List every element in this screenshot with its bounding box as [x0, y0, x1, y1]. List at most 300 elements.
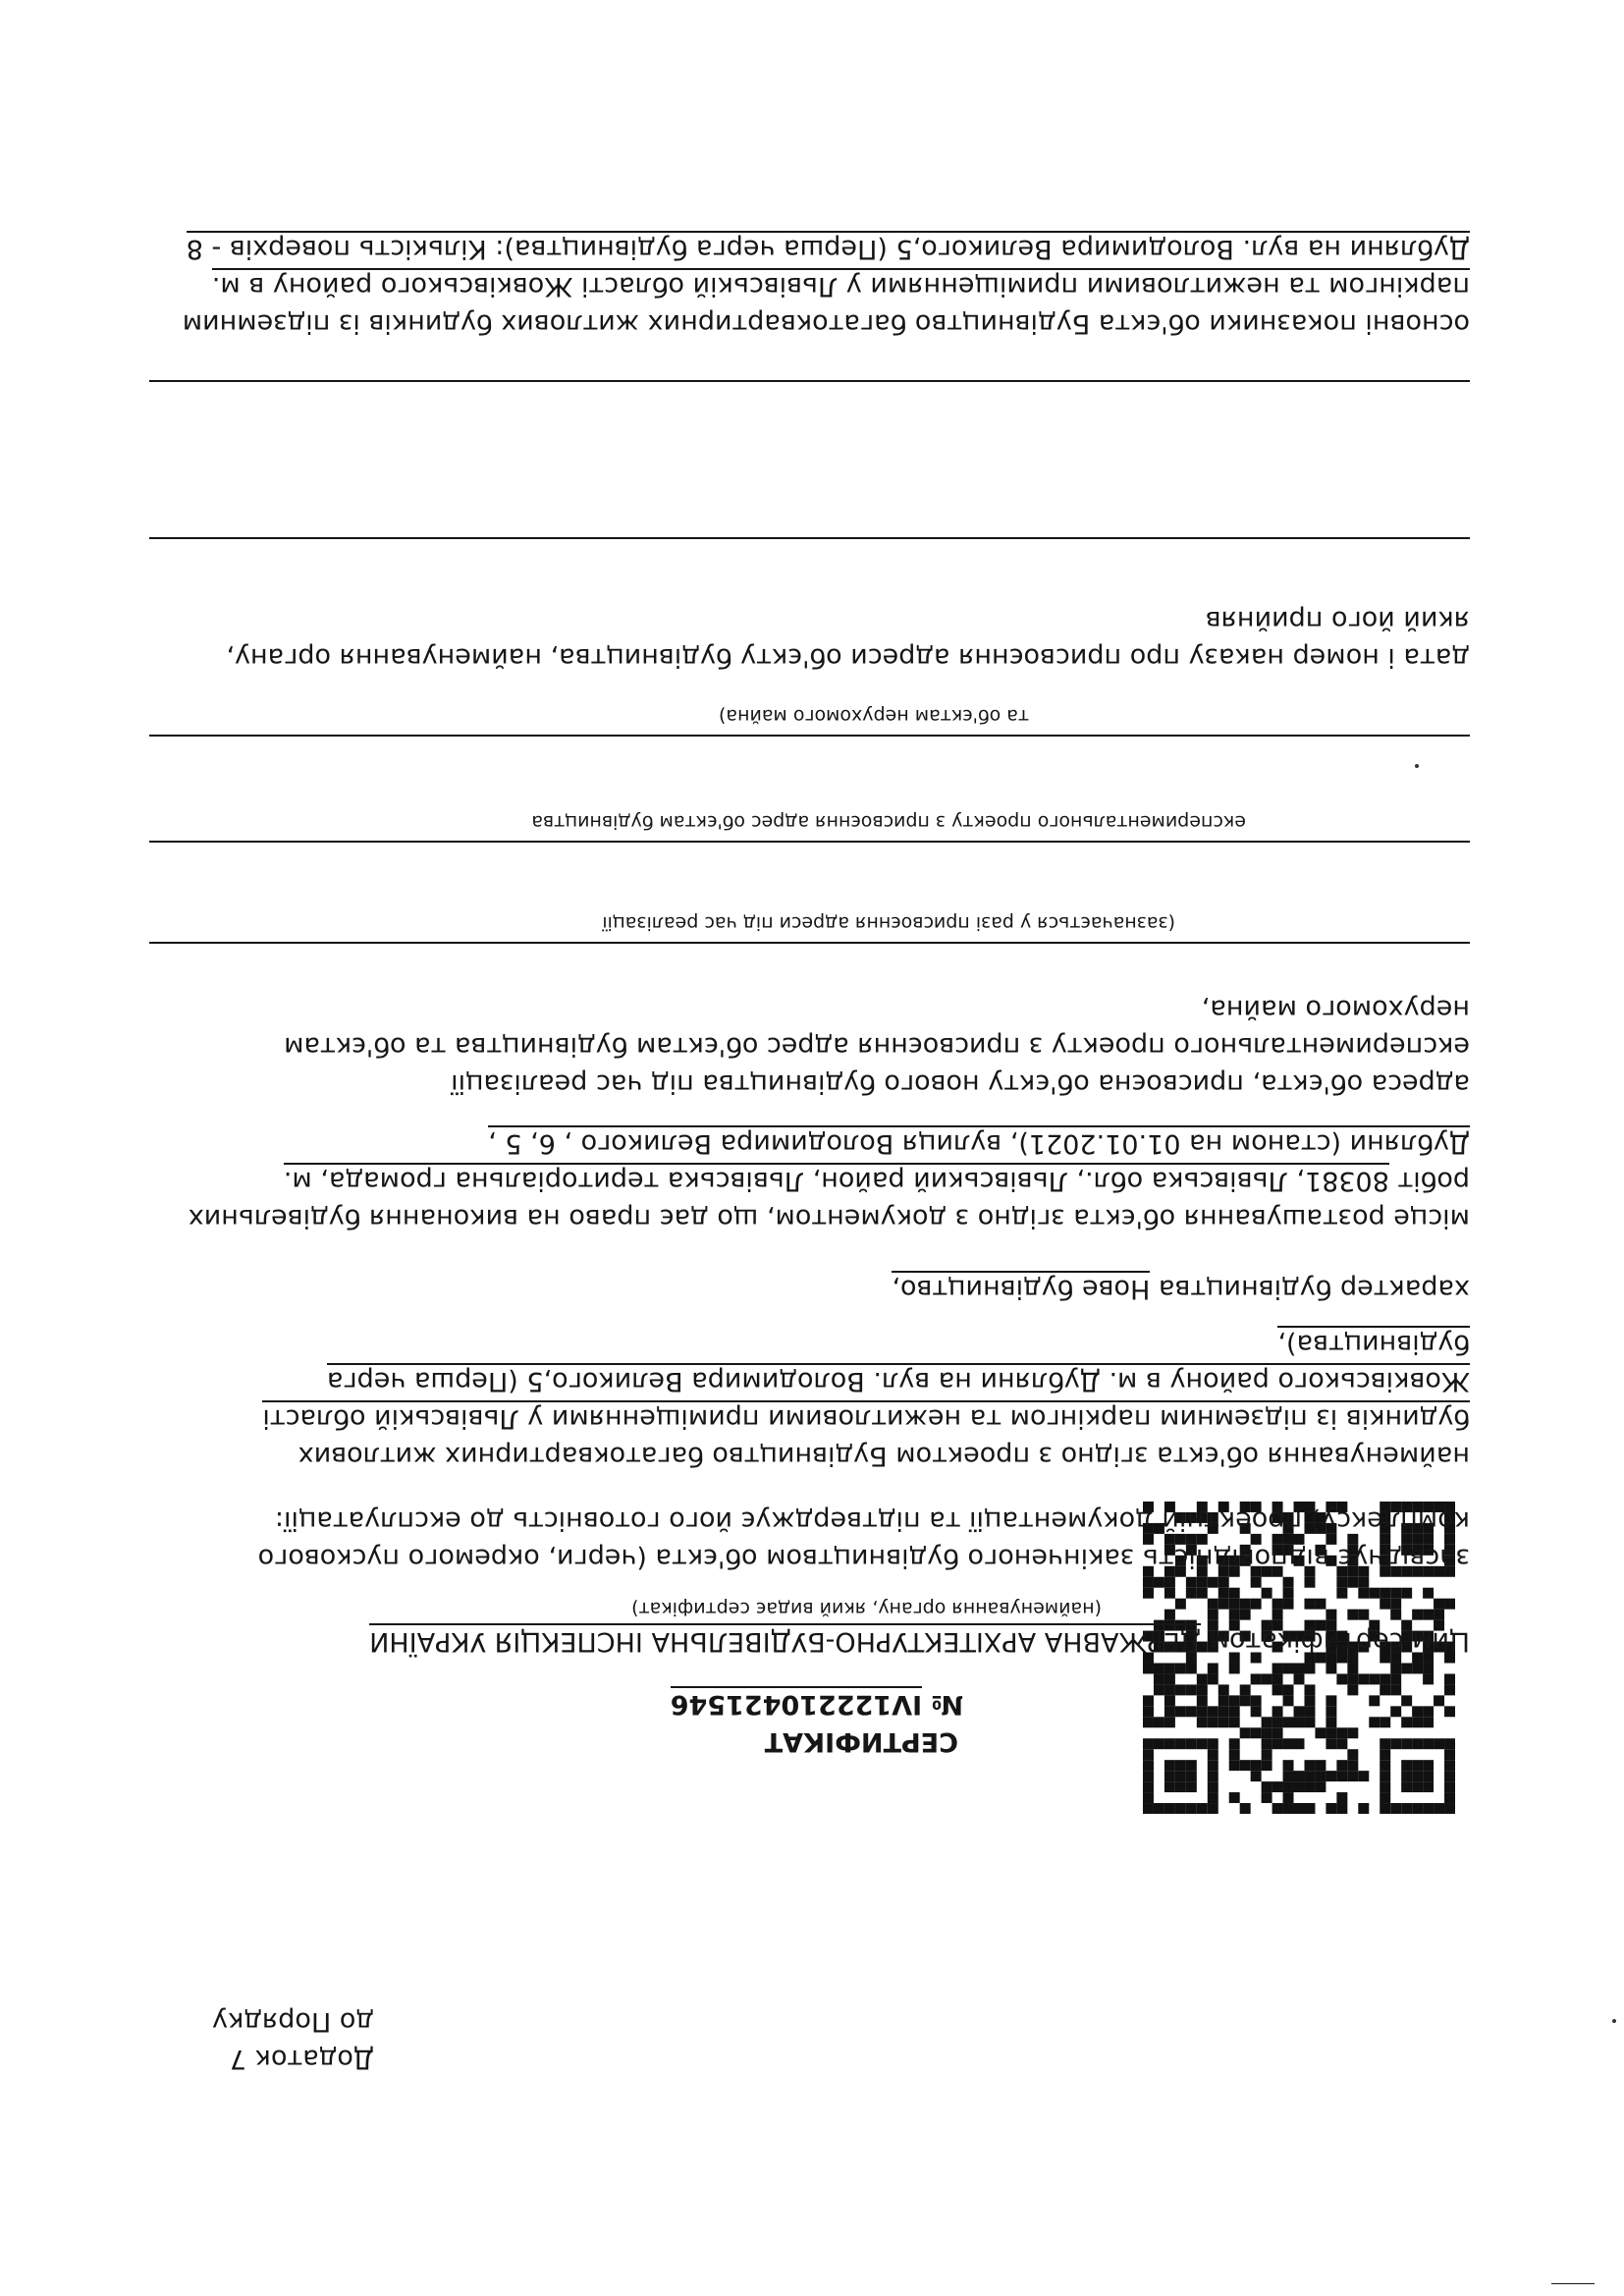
qr-module: [1164, 1803, 1175, 1814]
qr-module: [1143, 1760, 1154, 1771]
address-blank-line-2: [149, 841, 1470, 843]
qr-module: [1412, 1738, 1423, 1749]
address-line-2: експериментального проекту з присвоєння адрес об'єктам будівництва та об'єктам: [284, 1031, 1470, 1062]
order-blank-line-1: [149, 537, 1470, 539]
qr-module: [1347, 1760, 1358, 1771]
qr-module: [1412, 1610, 1423, 1620]
qr-module: [1164, 1760, 1175, 1771]
qr-module: [1208, 1717, 1218, 1727]
qr-module: [1390, 1684, 1401, 1695]
qr-module: [1380, 1717, 1390, 1727]
qr-module: [1294, 1781, 1305, 1792]
qr-module: [1154, 1684, 1164, 1695]
qr-module: [1358, 1588, 1369, 1599]
location-line-1: місце розташування об'єкта згідно з документом, що дає право на виконання будівельних: [188, 1203, 1470, 1233]
qr-module: [1262, 1727, 1272, 1738]
qr-module: [1304, 1706, 1315, 1717]
qr-module: [1347, 1727, 1358, 1738]
qr-module: [1390, 1610, 1401, 1620]
qr-module: [1326, 1695, 1336, 1706]
certifies-line-1: засвідчує відповідність закінченого будівництвом об'єкта (черги, окремого пускового: [257, 1543, 1470, 1573]
qr-module: [1175, 1663, 1186, 1673]
qr-module: [1251, 1760, 1262, 1771]
qr-module: [1380, 1588, 1390, 1599]
qr-module: [1326, 1663, 1336, 1673]
indicators-line-2: [212, 267, 1470, 304]
qr-module: [1444, 1599, 1455, 1610]
qr-module: [1369, 1695, 1380, 1706]
qr-module: [1208, 1610, 1218, 1620]
object-name-line-3: [327, 1362, 1470, 1399]
qr-module: [1175, 1738, 1186, 1749]
qr-module: [1434, 1610, 1444, 1620]
qr-module: [1186, 1577, 1197, 1588]
qr-module: [1390, 1738, 1401, 1749]
qr-module: [1283, 1760, 1294, 1771]
qr-module: [1218, 1695, 1229, 1706]
qr-module: [1358, 1610, 1369, 1620]
qr-module: [1423, 1706, 1434, 1717]
qr-module: [1197, 1684, 1208, 1695]
qr-module: [1401, 1717, 1412, 1727]
qr-module: [1143, 1588, 1154, 1599]
qr-module: [1251, 1727, 1262, 1738]
qr-module: [1197, 1803, 1208, 1814]
qr-module: [1143, 1749, 1154, 1760]
qr-module: [1401, 1781, 1412, 1792]
qr-module: [1423, 1717, 1434, 1727]
qr-module: [1143, 1792, 1154, 1803]
qr-module: [1186, 1803, 1197, 1814]
qr-module: [1218, 1599, 1229, 1610]
qr-module: [1336, 1727, 1347, 1738]
qr-module: [1272, 1781, 1283, 1792]
qr-module: [1175, 1706, 1186, 1717]
qr-module: [1175, 1771, 1186, 1781]
qr-module: [1336, 1738, 1347, 1749]
qr-module: [1304, 1771, 1315, 1781]
qr-module: [1262, 1792, 1272, 1803]
qr-module: [1218, 1588, 1229, 1599]
qr-module: [1347, 1771, 1358, 1781]
qr-module: [1143, 1706, 1154, 1717]
qr-module: [1390, 1706, 1401, 1717]
qr-module: [1380, 1781, 1390, 1792]
qr-module: [1401, 1760, 1412, 1771]
qr-module: [1186, 1738, 1197, 1749]
qr-module: [1336, 1792, 1347, 1803]
construction-type-line: [892, 1270, 1470, 1307]
qr-module: [1444, 1760, 1455, 1771]
certificate-number: [671, 1685, 963, 1722]
qr-module: [1143, 1803, 1154, 1814]
qr-module: [1251, 1771, 1262, 1781]
qr-module: [1229, 1749, 1240, 1760]
scan-speck: [1612, 2019, 1616, 2023]
qr-module: [1294, 1717, 1305, 1727]
qr-module: [1390, 1663, 1401, 1673]
qr-module: [1358, 1771, 1369, 1781]
object-name-line-2: [262, 1399, 1470, 1437]
qr-module: [1186, 1760, 1197, 1771]
qr-module: [1347, 1673, 1358, 1684]
qr-module: [1358, 1803, 1369, 1814]
qr-module: [1154, 1738, 1164, 1749]
qr-module: [1283, 1792, 1294, 1803]
qr-module: [1294, 1738, 1305, 1749]
qr-module: [1434, 1599, 1444, 1610]
qr-module: [1380, 1803, 1390, 1814]
qr-module: [1164, 1588, 1175, 1599]
qr-module: [1251, 1599, 1262, 1610]
qr-module: [1390, 1588, 1401, 1599]
issuer-name: ДЕРЖАВНА АРХІТЕКТУРНО-БУДІВЕЛЬНА ІНСПЕКЦІЯ УКРАЇНИ: [369, 1623, 1201, 1657]
qr-module: [1262, 1673, 1272, 1684]
qr-module: [1164, 1717, 1175, 1727]
qr-module: [1283, 1577, 1294, 1588]
qr-module: [1434, 1738, 1444, 1749]
qr-module: [1304, 1663, 1315, 1673]
qr-module: [1186, 1771, 1197, 1781]
qr-module: [1229, 1717, 1240, 1727]
qr-module: [1175, 1760, 1186, 1771]
qr-module: [1444, 1803, 1455, 1814]
qr-module: [1401, 1803, 1412, 1814]
qr-module: [1208, 1673, 1218, 1684]
certificate-title: СЕРТИФІКАТ: [764, 1726, 958, 1757]
qr-module: [1294, 1673, 1305, 1684]
qr-module: [1272, 1706, 1283, 1717]
qr-module: [1272, 1803, 1283, 1814]
qr-module: [1272, 1599, 1283, 1610]
qr-module: [1336, 1673, 1347, 1684]
object-name-line-4: [1277, 1325, 1470, 1362]
qr-module: [1326, 1738, 1336, 1749]
qr-module: [1390, 1599, 1401, 1610]
address-line-1: адреса об'єкта, присвоєна об'єкту нового будівництва під час реалізації: [451, 1068, 1470, 1099]
certifies-line-2: комплексу) проектній документації та підтверджує його готовність до експлуатації:: [274, 1505, 1470, 1536]
qr-module: [1164, 1706, 1175, 1717]
qr-module: [1208, 1577, 1218, 1588]
qr-module: [1164, 1673, 1175, 1684]
qr-module: [1304, 1684, 1315, 1695]
qr-module: [1336, 1760, 1347, 1771]
qr-module: [1164, 1781, 1175, 1792]
qr-module: [1240, 1760, 1251, 1771]
qr-module: [1143, 1771, 1154, 1781]
location-line-2: [284, 1162, 1470, 1199]
issuer-note: (найменування органу, який видає сертифікат): [631, 1598, 1102, 1619]
qr-module: [1218, 1684, 1229, 1695]
qr-module: [1423, 1803, 1434, 1814]
qr-module: [1326, 1717, 1336, 1727]
qr-module: [1326, 1771, 1336, 1781]
qr-module: [1347, 1577, 1358, 1588]
scan-speck: [1415, 764, 1419, 768]
qr-module: [1251, 1673, 1262, 1684]
object-name-line-1: [298, 1437, 1470, 1474]
address-note-1: (зазначається у разі присвоєння адреси під час реалізації: [602, 912, 1175, 934]
qr-module: [1423, 1663, 1434, 1673]
indicators-value-2: паркінгом та нежитловими приміщеннями у Львівській області Жовківського району в м.: [212, 268, 1470, 301]
qr-module: [1164, 1684, 1175, 1695]
indicators-line-1: основні показники об'єкта Будівництво багатоквартирних житлових будинків із підземним: [182, 308, 1470, 339]
qr-module: [1283, 1781, 1294, 1792]
qr-module: [1304, 1717, 1315, 1727]
qr-module: [1315, 1781, 1326, 1792]
qr-module: [1240, 1727, 1251, 1738]
qr-module: [1283, 1771, 1294, 1781]
qr-module: [1272, 1610, 1283, 1620]
qr-module: [1423, 1738, 1434, 1749]
qr-module: [1164, 1695, 1175, 1706]
qr-module: [1390, 1673, 1401, 1684]
qr-module: [1304, 1781, 1315, 1792]
qr-module: [1218, 1706, 1229, 1717]
qr-module: [1154, 1803, 1164, 1814]
issuer-prefix: Цим сертифікатом: [1209, 1626, 1470, 1657]
qr-module: [1358, 1577, 1369, 1588]
construction-type-label: характер будівництва: [1158, 1274, 1470, 1304]
object-name-label: найменування об'єкта згідно з проектом Будівництво багатоквартирних житлових: [298, 1441, 1470, 1471]
qr-module: [1272, 1738, 1283, 1749]
appendix-line-1: Додаток 7: [229, 2044, 374, 2074]
qr-module: [1412, 1803, 1423, 1814]
qr-module: [1272, 1684, 1283, 1695]
qr-module: [1197, 1673, 1208, 1684]
qr-module: [1164, 1738, 1175, 1749]
location-value-2: 80381, Львівська обл., Львівський район, Львівська територіальна громада, м.: [284, 1163, 1389, 1196]
qr-module: [1208, 1663, 1218, 1673]
qr-module: [1262, 1760, 1272, 1771]
qr-module: [1358, 1673, 1369, 1684]
qr-module: [1251, 1695, 1262, 1706]
qr-module: [1423, 1760, 1434, 1771]
qr-module: [1423, 1781, 1434, 1792]
qr-module: [1444, 1738, 1455, 1749]
order-blank-line-2: [149, 380, 1470, 382]
qr-module: [1380, 1738, 1390, 1749]
qr-module: [1423, 1588, 1434, 1599]
qr-module: [1444, 1706, 1455, 1717]
certificate-number-prefix: №: [931, 1689, 963, 1720]
qr-module: [1326, 1706, 1336, 1717]
qr-module: [1186, 1781, 1197, 1792]
address-blank-line-1: [149, 942, 1470, 944]
location-line-3: [488, 1124, 1470, 1162]
qr-module: [1164, 1577, 1175, 1588]
qr-module: [1444, 1781, 1455, 1792]
qr-module: [1229, 1599, 1240, 1610]
qr-module: [1175, 1599, 1186, 1610]
qr-module: [1315, 1771, 1326, 1781]
qr-module: [1401, 1771, 1412, 1781]
qr-module: [1304, 1803, 1315, 1814]
qr-module: [1347, 1684, 1358, 1695]
qr-module: [1434, 1695, 1444, 1706]
qr-module: [1444, 1673, 1455, 1684]
qr-module: [1262, 1738, 1272, 1749]
qr-module: [1154, 1663, 1164, 1673]
qr-module: [1369, 1717, 1380, 1727]
qr-module: [1240, 1684, 1251, 1695]
qr-module: [1175, 1684, 1186, 1695]
qr-module: [1380, 1599, 1390, 1610]
qr-module: [1304, 1760, 1315, 1771]
qr-module: [1390, 1803, 1401, 1814]
qr-module: [1315, 1599, 1326, 1610]
qr-module: [1208, 1706, 1218, 1717]
qr-module: [1369, 1673, 1380, 1684]
qr-module: [1272, 1717, 1283, 1727]
issuer-line: [369, 1622, 1470, 1660]
qr-module: [1175, 1781, 1186, 1792]
qr-module: [1336, 1803, 1347, 1814]
qr-module: [1283, 1684, 1294, 1695]
qr-module: [1444, 1749, 1455, 1760]
qr-module: [1262, 1749, 1272, 1760]
qr-module: [1326, 1610, 1336, 1620]
qr-module: [1262, 1588, 1272, 1599]
qr-module: [1283, 1695, 1294, 1706]
address-note-2: експериментального проекту з присвоєння адрес об'єктам будівництва: [531, 811, 1246, 833]
qr-module: [1229, 1792, 1240, 1803]
qr-module: [1369, 1588, 1380, 1599]
location-value-3: Дубляни (станом на 01.01.2021), вулиця Володимира Великого , 6, 5 ,: [488, 1125, 1470, 1159]
qr-module: [1143, 1577, 1154, 1588]
qr-module: [1154, 1577, 1164, 1588]
qr-module: [1197, 1717, 1208, 1727]
qr-module: [1164, 1610, 1175, 1620]
qr-module: [1143, 1781, 1154, 1792]
qr-module: [1143, 1663, 1154, 1673]
address-blank-line-3: [149, 735, 1470, 737]
qr-module: [1336, 1577, 1347, 1588]
qr-module: [1229, 1760, 1240, 1771]
qr-module: [1229, 1588, 1240, 1599]
qr-module: [1229, 1706, 1240, 1717]
qr-module: [1154, 1717, 1164, 1727]
qr-module: [1262, 1717, 1272, 1727]
qr-module: [1218, 1577, 1229, 1588]
qr-module: [1347, 1610, 1358, 1620]
qr-module: [1208, 1738, 1218, 1749]
qr-module: [1197, 1706, 1208, 1717]
qr-module: [1154, 1673, 1164, 1684]
construction-type-value: Нове будівництво,: [892, 1271, 1150, 1304]
qr-module: [1283, 1588, 1294, 1599]
qr-module: [1283, 1738, 1294, 1749]
qr-module: [1186, 1663, 1197, 1673]
qr-module: [1336, 1588, 1347, 1599]
qr-module: [1186, 1684, 1197, 1695]
qr-module: [1251, 1577, 1262, 1588]
qr-module: [1434, 1803, 1444, 1814]
qr-module: [1240, 1803, 1251, 1814]
qr-module: [1401, 1588, 1412, 1599]
qr-module: [1229, 1738, 1240, 1749]
qr-module: [1240, 1610, 1251, 1620]
qr-module: [1197, 1588, 1208, 1599]
qr-module: [1304, 1599, 1315, 1610]
qr-module: [1336, 1771, 1347, 1781]
qr-module: [1143, 1717, 1154, 1727]
qr-module: [1380, 1684, 1390, 1695]
object-name-value-4: будівництва),: [1277, 1326, 1470, 1359]
certificate-number-value: IV122210421546: [671, 1686, 922, 1720]
scan-mark: [1551, 2283, 1595, 2284]
qr-module: [1240, 1599, 1251, 1610]
qr-module: [1283, 1803, 1294, 1814]
qr-module: [1164, 1771, 1175, 1781]
qr-module: [1283, 1663, 1294, 1673]
qr-module: [1412, 1663, 1423, 1673]
qr-module: [1412, 1771, 1423, 1781]
qr-module: [1304, 1577, 1315, 1588]
qr-module: [1272, 1727, 1283, 1738]
qr-module: [1401, 1663, 1412, 1673]
qr-module: [1143, 1695, 1154, 1706]
address-note-3: та об'єктам нерухомого майна): [719, 705, 1029, 727]
indicators-value-3: Дубляни на вул. Володимира Великого,5 (Перша черга будівництва): Кількість поверхів - 8: [187, 231, 1470, 264]
qr-module: [1251, 1706, 1262, 1717]
qr-module: [1294, 1706, 1305, 1717]
object-name-value-3: Жовківського району в м. Дубляни на вул. Володимира Великого,5 (Перша черга: [327, 1363, 1470, 1396]
qr-module: [1412, 1706, 1423, 1717]
qr-module: [1294, 1663, 1305, 1673]
qr-module: [1283, 1599, 1294, 1610]
qr-module: [1412, 1760, 1423, 1771]
qr-module: [1272, 1673, 1283, 1684]
qr-module: [1401, 1695, 1412, 1706]
qr-module: [1197, 1695, 1208, 1706]
qr-module: [1208, 1749, 1218, 1760]
location-prefix: робіт: [1397, 1166, 1470, 1196]
qr-module: [1208, 1781, 1218, 1792]
qr-module: [1444, 1684, 1455, 1695]
appendix-line-2: до Порядку: [212, 2006, 374, 2037]
qr-module: [1412, 1717, 1423, 1727]
qr-module: [1218, 1717, 1229, 1727]
qr-module: [1380, 1760, 1390, 1771]
object-name-value-2: будинків із підземним паркінгом та нежитловими приміщеннями у Львівській області: [262, 1400, 1470, 1434]
qr-module: [1294, 1803, 1305, 1814]
qr-module: [1186, 1588, 1197, 1599]
qr-module: [1240, 1695, 1251, 1706]
qr-module: [1208, 1760, 1218, 1771]
qr-module: [1444, 1771, 1455, 1781]
qr-module: [1164, 1663, 1175, 1673]
qr-module: [1326, 1803, 1336, 1814]
qr-module: [1423, 1610, 1434, 1620]
qr-module: [1347, 1663, 1358, 1673]
qr-module: [1208, 1599, 1218, 1610]
qr-module: [1294, 1771, 1305, 1781]
order-line-1: дата і номер наказу про присвоєння адреси об'єкту будівництва, найменування органу,: [226, 642, 1470, 673]
qr-module: [1229, 1695, 1240, 1706]
qr-module: [1380, 1673, 1390, 1684]
qr-module: [1208, 1792, 1218, 1803]
qr-module: [1326, 1727, 1336, 1738]
qr-module: [1175, 1803, 1186, 1814]
qr-module: [1380, 1792, 1390, 1803]
qr-module: [1423, 1673, 1434, 1684]
qr-module: [1283, 1717, 1294, 1727]
qr-module: [1423, 1771, 1434, 1781]
qr-module: [1143, 1738, 1154, 1749]
address-line-3: нерухомого майна,: [1201, 994, 1470, 1024]
qr-module: [1380, 1771, 1390, 1781]
